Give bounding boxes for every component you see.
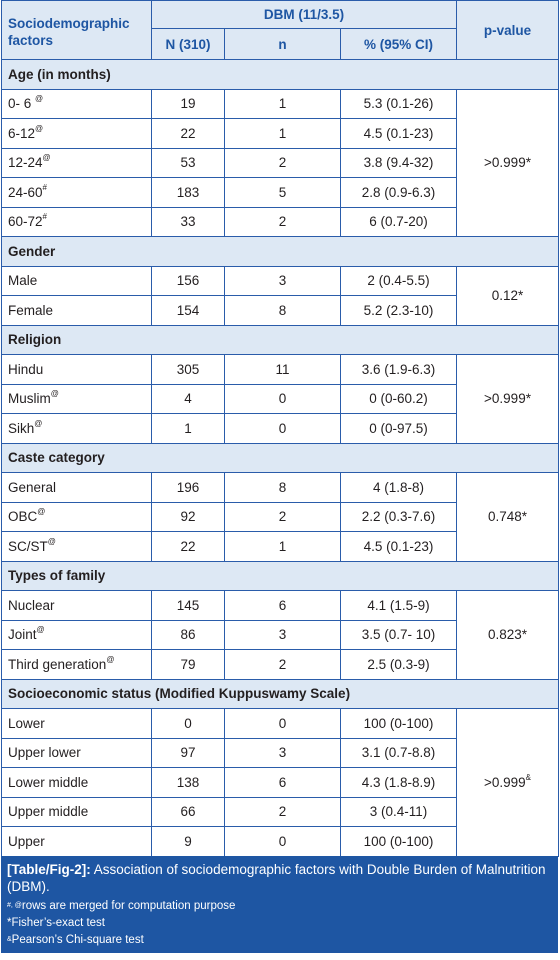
row-label-mark: @ (35, 94, 44, 104)
cell-N: 154 (152, 296, 225, 326)
cell-p-value (457, 355, 559, 444)
cell-pct: 0 (0-60.2) (341, 384, 457, 414)
row-label-mark: # (42, 212, 47, 222)
cell-N: 138 (152, 768, 225, 798)
cell-N: 145 (152, 591, 225, 621)
row-label-mark: @ (34, 418, 43, 428)
p-value-text: 0.823* (487, 627, 528, 643)
row-label: Joint (8, 627, 37, 643)
section-row-age (2, 60, 559, 90)
table-figure (1, 0, 559, 953)
caption-label: [Table/Fig-2]: (7, 861, 91, 877)
cell-N: 66 (152, 797, 225, 827)
cell-pct: 3.5 (0.7- 10) (341, 620, 457, 650)
footnote-fisher: *Fisher’s-exact test (7, 916, 105, 929)
table-row (2, 591, 559, 621)
cell-pct: 3.6 (1.9-6.3) (341, 355, 457, 385)
table-row (2, 709, 559, 739)
table-caption (1, 856, 558, 953)
row-label: 0- 6 (8, 96, 32, 112)
row-label-mark: @ (50, 389, 59, 399)
section-title: Religion (2, 325, 559, 355)
cell-N: 22 (152, 532, 225, 562)
cell-n: 0 (225, 384, 341, 414)
cell-N: 4 (152, 384, 225, 414)
cell-N: 19 (152, 89, 225, 119)
row-label: Hindu (8, 361, 44, 377)
row-label-cell (2, 650, 152, 680)
table-row (2, 266, 559, 296)
cell-n: 6 (225, 768, 341, 798)
section-row-ses (2, 679, 559, 709)
row-label: 12-24 (8, 155, 43, 171)
row-label: SC/ST (8, 538, 48, 554)
caption-text: Association of sociodemographic factors with Double Burden of Malnutrition (DBM). (7, 861, 546, 894)
row-label-cell (2, 414, 152, 444)
cell-N: 9 (152, 827, 225, 857)
cell-pct: 100 (0-100) (341, 709, 457, 739)
cell-pct: 2.5 (0.3-9) (341, 650, 457, 680)
cell-N: 196 (152, 473, 225, 503)
cell-pct: 3.1 (0.7-8.8) (341, 738, 457, 768)
row-label: Upper lower (8, 745, 81, 761)
section-title: Caste category (2, 443, 559, 473)
header-factors: Sociodemographic factors (2, 1, 152, 60)
cell-pct: 6 (0.7-20) (341, 207, 457, 237)
cell-N: 92 (152, 502, 225, 532)
row-label-cell (2, 355, 152, 385)
cell-pct: 4.3 (1.8-8.9) (341, 768, 457, 798)
row-label: OBC (8, 509, 38, 525)
cell-N: 97 (152, 738, 225, 768)
row-label-mark: # (42, 182, 47, 192)
section-row-caste (2, 443, 559, 473)
cell-p-value (457, 473, 559, 562)
cell-pct: 2 (0.4-5.5) (341, 266, 457, 296)
section-row-religion (2, 325, 559, 355)
row-label-mark: @ (42, 153, 51, 163)
data-table (1, 0, 559, 857)
p-value-mark: & (525, 772, 531, 782)
header-N: N (310) (152, 29, 225, 60)
cell-p-value (457, 591, 559, 680)
p-value-text: >0.999* (484, 391, 531, 407)
cell-pct: 3 (0.4-11) (341, 797, 457, 827)
cell-n: 2 (225, 207, 341, 237)
cell-n: 1 (225, 532, 341, 562)
cell-n: 5 (225, 178, 341, 208)
cell-p-value (457, 709, 559, 857)
cell-n: 1 (225, 89, 341, 119)
row-label-cell (2, 178, 152, 208)
section-title: Socioeconomic status (Modified Kuppuswamy Scale) (2, 679, 559, 709)
cell-pct: 4.5 (0.1-23) (341, 532, 457, 562)
header-p-value: p-value (457, 1, 559, 60)
cell-pct: 5.2 (2.3-10) (341, 296, 457, 326)
p-value-text: >0.999 (483, 774, 526, 790)
row-label-cell (2, 266, 152, 296)
p-value-text: 0.12* (491, 288, 524, 303)
cell-N: 305 (152, 355, 225, 385)
footnote-chisquare (7, 932, 552, 949)
row-label-mark: @ (35, 123, 44, 133)
row-label-cell (2, 502, 152, 532)
cell-n: 6 (225, 591, 341, 621)
cell-pct: 4.1 (1.5-9) (341, 591, 457, 621)
section-title: Gender (2, 237, 559, 267)
header-pct: % (95% CI) (341, 29, 457, 60)
cell-N: 53 (152, 148, 225, 178)
cell-n: 11 (225, 355, 341, 385)
cell-N: 183 (152, 178, 225, 208)
row-label: Nuclear (8, 597, 55, 613)
cell-n: 2 (225, 502, 341, 532)
cell-n: 8 (225, 473, 341, 503)
cell-n: 8 (225, 296, 341, 326)
cell-N: 86 (152, 620, 225, 650)
row-label-cell (2, 738, 152, 768)
row-label-cell (2, 797, 152, 827)
cell-pct: 2.2 (0.3-7.6) (341, 502, 457, 532)
cell-N: 1 (152, 414, 225, 444)
cell-pct: 100 (0-100) (341, 827, 457, 857)
footnote-chisquare-text: Pearson’s Chi-square test (11, 933, 144, 946)
row-label-cell (2, 473, 152, 503)
cell-N: 0 (152, 709, 225, 739)
caption-main (7, 861, 552, 895)
section-title: Types of family (2, 561, 559, 591)
row-label-mark: @ (47, 536, 56, 546)
cell-n: 3 (225, 738, 341, 768)
row-label: Sikh (8, 420, 35, 436)
cell-N: 33 (152, 207, 225, 237)
cell-n: 0 (225, 827, 341, 857)
cell-p-value (457, 266, 559, 325)
cell-pct: 0 (0-97.5) (341, 414, 457, 444)
cell-N: 156 (152, 266, 225, 296)
footnote-merged (7, 898, 552, 915)
row-label-cell (2, 620, 152, 650)
cell-pct: 4.5 (0.1-23) (341, 119, 457, 149)
row-label-cell (2, 89, 152, 119)
p-value-text: 0.748* (487, 509, 528, 525)
row-label: Upper (8, 833, 45, 849)
cell-pct: 4 (1.8-8) (341, 473, 457, 503)
cell-pct: 5.3 (0.1-26) (341, 89, 457, 119)
section-title: Age (in months) (2, 60, 559, 90)
cell-n: 3 (225, 266, 341, 296)
row-label: Muslim (8, 391, 51, 407)
cell-n: 0 (225, 709, 341, 739)
row-label: Female (8, 302, 54, 318)
section-row-gender (2, 237, 559, 267)
row-label-mark: @ (106, 654, 115, 664)
row-label: Upper middle (8, 804, 89, 820)
cell-N: 22 (152, 119, 225, 149)
table-row (2, 473, 559, 503)
row-label-cell (2, 207, 152, 237)
cell-n: 2 (225, 797, 341, 827)
table-row (2, 89, 559, 119)
cell-n: 2 (225, 148, 341, 178)
footnote-merged-mark: #, @ (7, 901, 22, 909)
cell-pct: 2.8 (0.9-6.3) (341, 178, 457, 208)
p-value-text: >0.999* (484, 155, 531, 171)
row-label-cell (2, 709, 152, 739)
row-label-cell (2, 591, 152, 621)
row-label: General (8, 479, 57, 495)
row-label-cell (2, 148, 152, 178)
row-label: 60-72 (8, 214, 43, 230)
cell-N: 79 (152, 650, 225, 680)
row-label-cell (2, 296, 152, 326)
cell-pct: 3.8 (9.4-32) (341, 148, 457, 178)
row-label-cell (2, 532, 152, 562)
cell-n: 1 (225, 119, 341, 149)
footnote-merged-text: rows are merged for computation purpose (21, 899, 236, 912)
footnote-chisquare-mark: & (7, 935, 12, 943)
row-label: Lower (8, 715, 45, 731)
cell-n: 2 (225, 650, 341, 680)
row-label: 6-12 (8, 125, 36, 141)
row-label-cell (2, 119, 152, 149)
row-label-cell (2, 768, 152, 798)
cell-n: 3 (225, 620, 341, 650)
header-row-top (2, 1, 559, 29)
cell-n: 0 (225, 414, 341, 444)
row-label: Third generation (8, 656, 107, 672)
header-dbm-group: DBM (11/3.5) (152, 1, 457, 29)
row-label-cell (2, 384, 152, 414)
row-label-mark: @ (36, 625, 45, 635)
row-label: 24-60 (8, 184, 43, 200)
row-label: Male (8, 273, 38, 289)
row-label: Lower middle (8, 774, 89, 790)
section-row-family (2, 561, 559, 591)
header-n: n (225, 29, 341, 60)
row-label-mark: @ (37, 507, 46, 517)
table-row (2, 355, 559, 385)
row-label-cell (2, 827, 152, 857)
cell-p-value (457, 89, 559, 237)
